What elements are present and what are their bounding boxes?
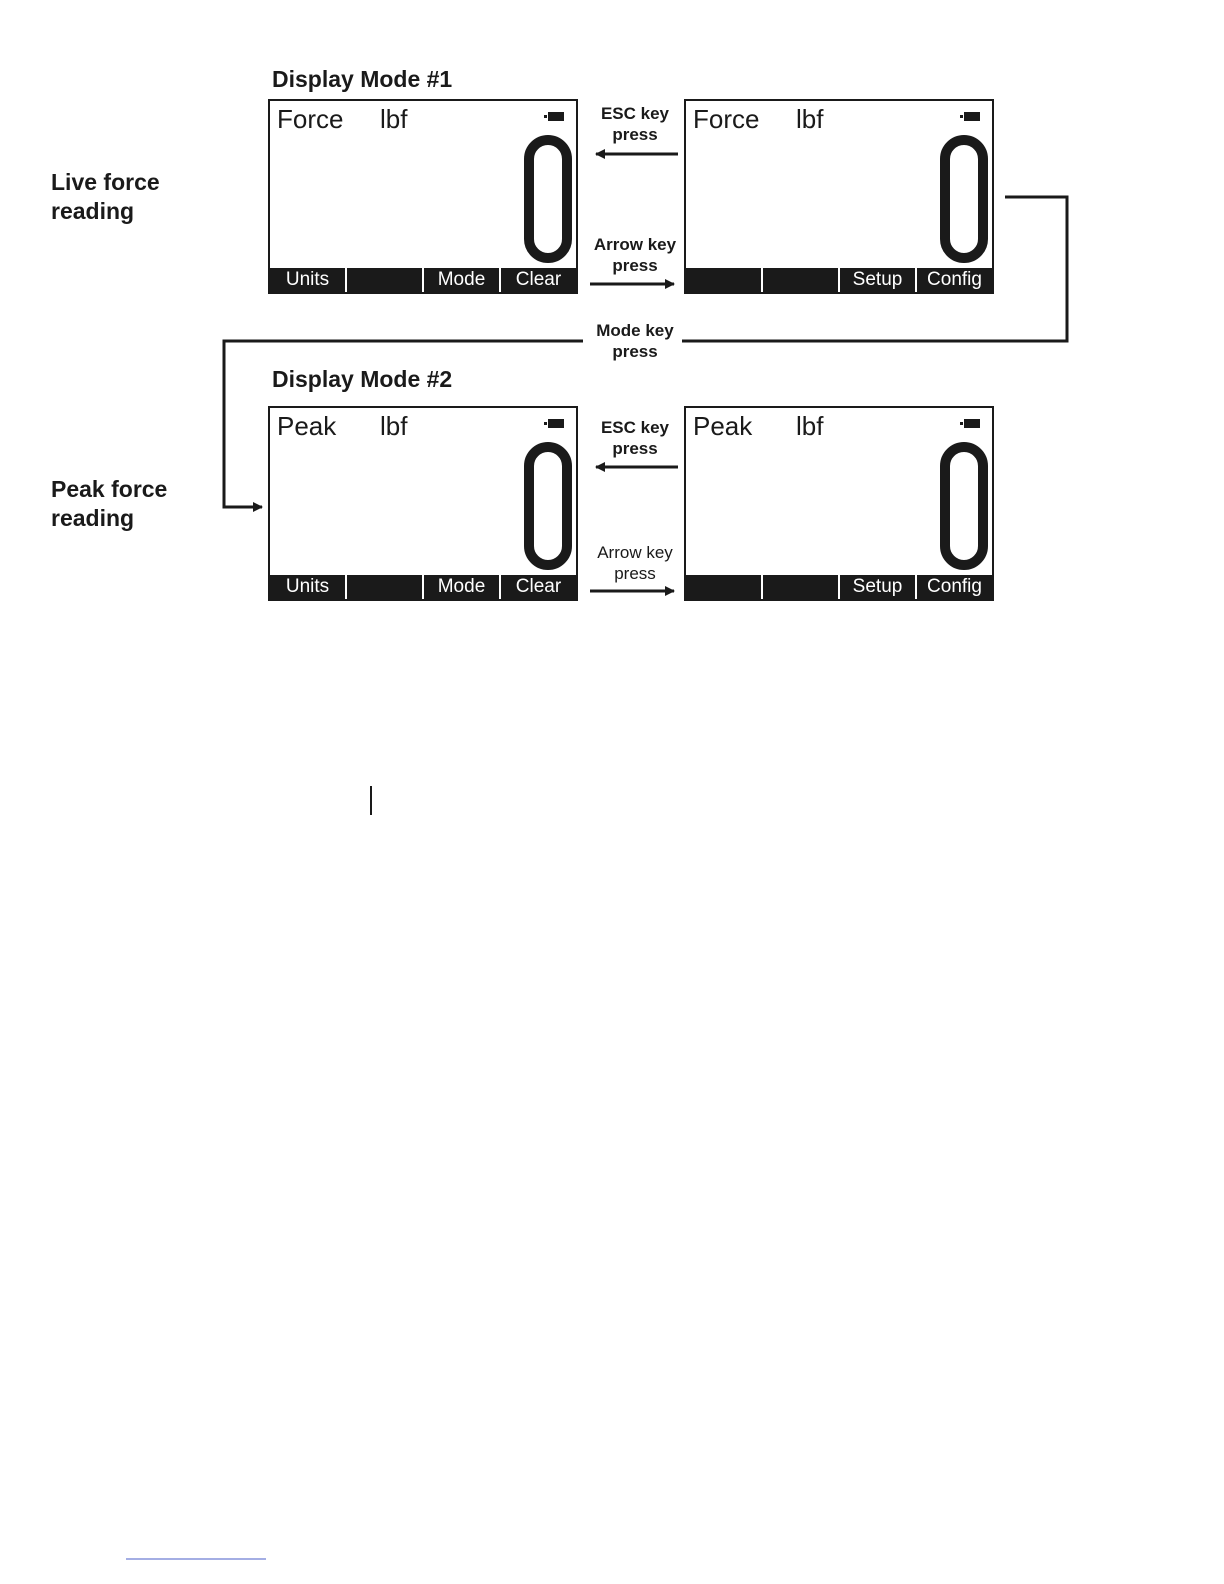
screen-unit-label: lbf — [796, 411, 824, 441]
esc-note-line2: press — [612, 125, 658, 144]
mode2-side-label-line1: Peak force — [51, 476, 168, 502]
arrow-note-line2: press — [614, 564, 656, 583]
zero-digit — [940, 442, 988, 570]
softkey-blank[interactable] — [345, 575, 422, 599]
screen-mode-label: Peak — [693, 411, 753, 441]
esc-note-line1: ESC key — [600, 418, 670, 437]
screen-mode-label: Force — [693, 104, 760, 134]
softkey-blank-2[interactable] — [761, 268, 838, 292]
mode-switch-note — [580, 320, 690, 362]
softkey-config[interactable]: Config — [915, 268, 992, 292]
mode1-esc-note — [580, 103, 690, 145]
softkey-units[interactable]: Units — [285, 269, 330, 290]
mode1-side-label-line1: Live force — [51, 169, 160, 195]
battery-icon — [964, 419, 980, 428]
battery-icon — [548, 419, 564, 428]
zero-digit — [940, 135, 988, 263]
mode1-main-screen — [268, 99, 578, 294]
softkey-bar — [270, 268, 576, 292]
screen-unit-label: lbf — [380, 411, 408, 441]
esc-note-line2: press — [612, 439, 658, 458]
mode2-arrow-note — [580, 542, 690, 584]
softkey-setup[interactable]: Setup — [838, 268, 915, 292]
screen-mode-label: Peak — [277, 411, 337, 441]
mode1-title: Display Mode #1 — [272, 66, 453, 92]
mode1-arrow-note — [580, 234, 690, 276]
softkey-mode[interactable]: Mode — [422, 575, 499, 599]
softkey-blank-2[interactable] — [761, 575, 838, 599]
softkey-bar — [686, 268, 992, 292]
softkey-clear[interactable]: Clear — [499, 268, 576, 292]
mode2-esc-note — [580, 417, 690, 459]
softkey-blank-1[interactable] — [686, 268, 761, 292]
mode-switch-note-line2: press — [612, 342, 658, 361]
softkey-units[interactable]: Units — [285, 576, 330, 597]
mode1-alt-screen — [684, 99, 994, 294]
softkey-bar — [270, 575, 576, 599]
softkey-setup[interactable]: Setup — [838, 575, 915, 599]
softkey-blank-1[interactable] — [686, 575, 761, 599]
screen-mode-label: Force — [277, 104, 344, 134]
mode2-main-screen — [268, 406, 578, 601]
zero-digit — [524, 442, 572, 570]
screen-unit-label: lbf — [380, 104, 408, 134]
mode2-title: Display Mode #2 — [272, 366, 453, 392]
esc-note-line1: ESC key — [600, 104, 670, 123]
mode1-side-label-line2: reading — [51, 198, 135, 224]
arrow-note-line1: Arrow key — [597, 543, 673, 562]
mode2-side-label — [51, 475, 167, 533]
softkey-bar — [686, 575, 992, 599]
mode2-side-label-line2: reading — [51, 505, 135, 531]
zero-digit — [524, 135, 572, 263]
mode-switch-note-line1: Mode key — [596, 321, 674, 340]
mode2-alt-screen — [684, 406, 994, 601]
arrow-note-line2: press — [612, 256, 658, 275]
screen-unit-label: lbf — [796, 104, 824, 134]
softkey-clear[interactable]: Clear — [499, 575, 576, 599]
softkey-mode[interactable]: Mode — [422, 268, 499, 292]
battery-icon — [964, 112, 980, 121]
mode1-side-label — [51, 168, 160, 226]
battery-icon — [548, 112, 564, 121]
arrow-note-line1: Arrow key — [593, 235, 677, 254]
softkey-config[interactable]: Config — [915, 575, 992, 599]
softkey-blank[interactable] — [345, 268, 422, 292]
